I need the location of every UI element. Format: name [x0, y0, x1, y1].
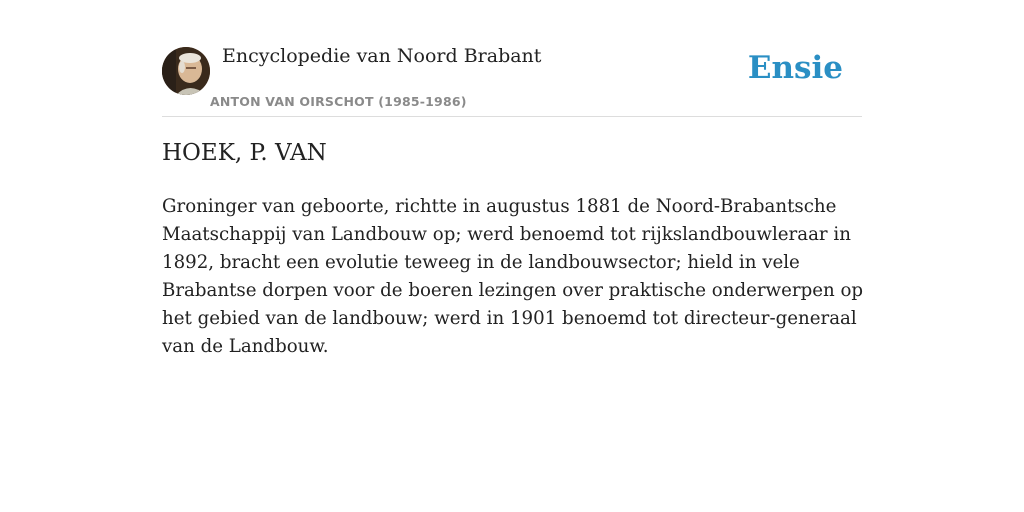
- entry-header: [162, 0, 862, 117]
- author-name[interactable]: ANTON VAN OIRSCHOT (1985-1986): [210, 94, 467, 109]
- entry-title: HOEK, P. VAN: [162, 140, 327, 166]
- author-avatar: [162, 47, 210, 95]
- entry-body: Groninger van geboorte, richtte in augustus 1881 de Noord-Brabantsche Maatschappij van Landbouw op; werd benoemd tot rijkslandbouwleraar in 1892, bracht een evolutie teweeg in de landbouwsector; hield in vele Brabantse dorpen voor de boeren lezingen over praktische onderwerpen op het gebied van de landbouw; werd in 1901 benoemd tot directeur-generaal van de Landbouw.: [162, 196, 864, 357]
- source-title[interactable]: Encyclopedie van Noord Brabant: [222, 45, 542, 67]
- entry-card: [162, 0, 864, 357]
- author-portrait-image: [162, 47, 210, 95]
- ensie-logo[interactable]: Ensie: [747, 50, 843, 86]
